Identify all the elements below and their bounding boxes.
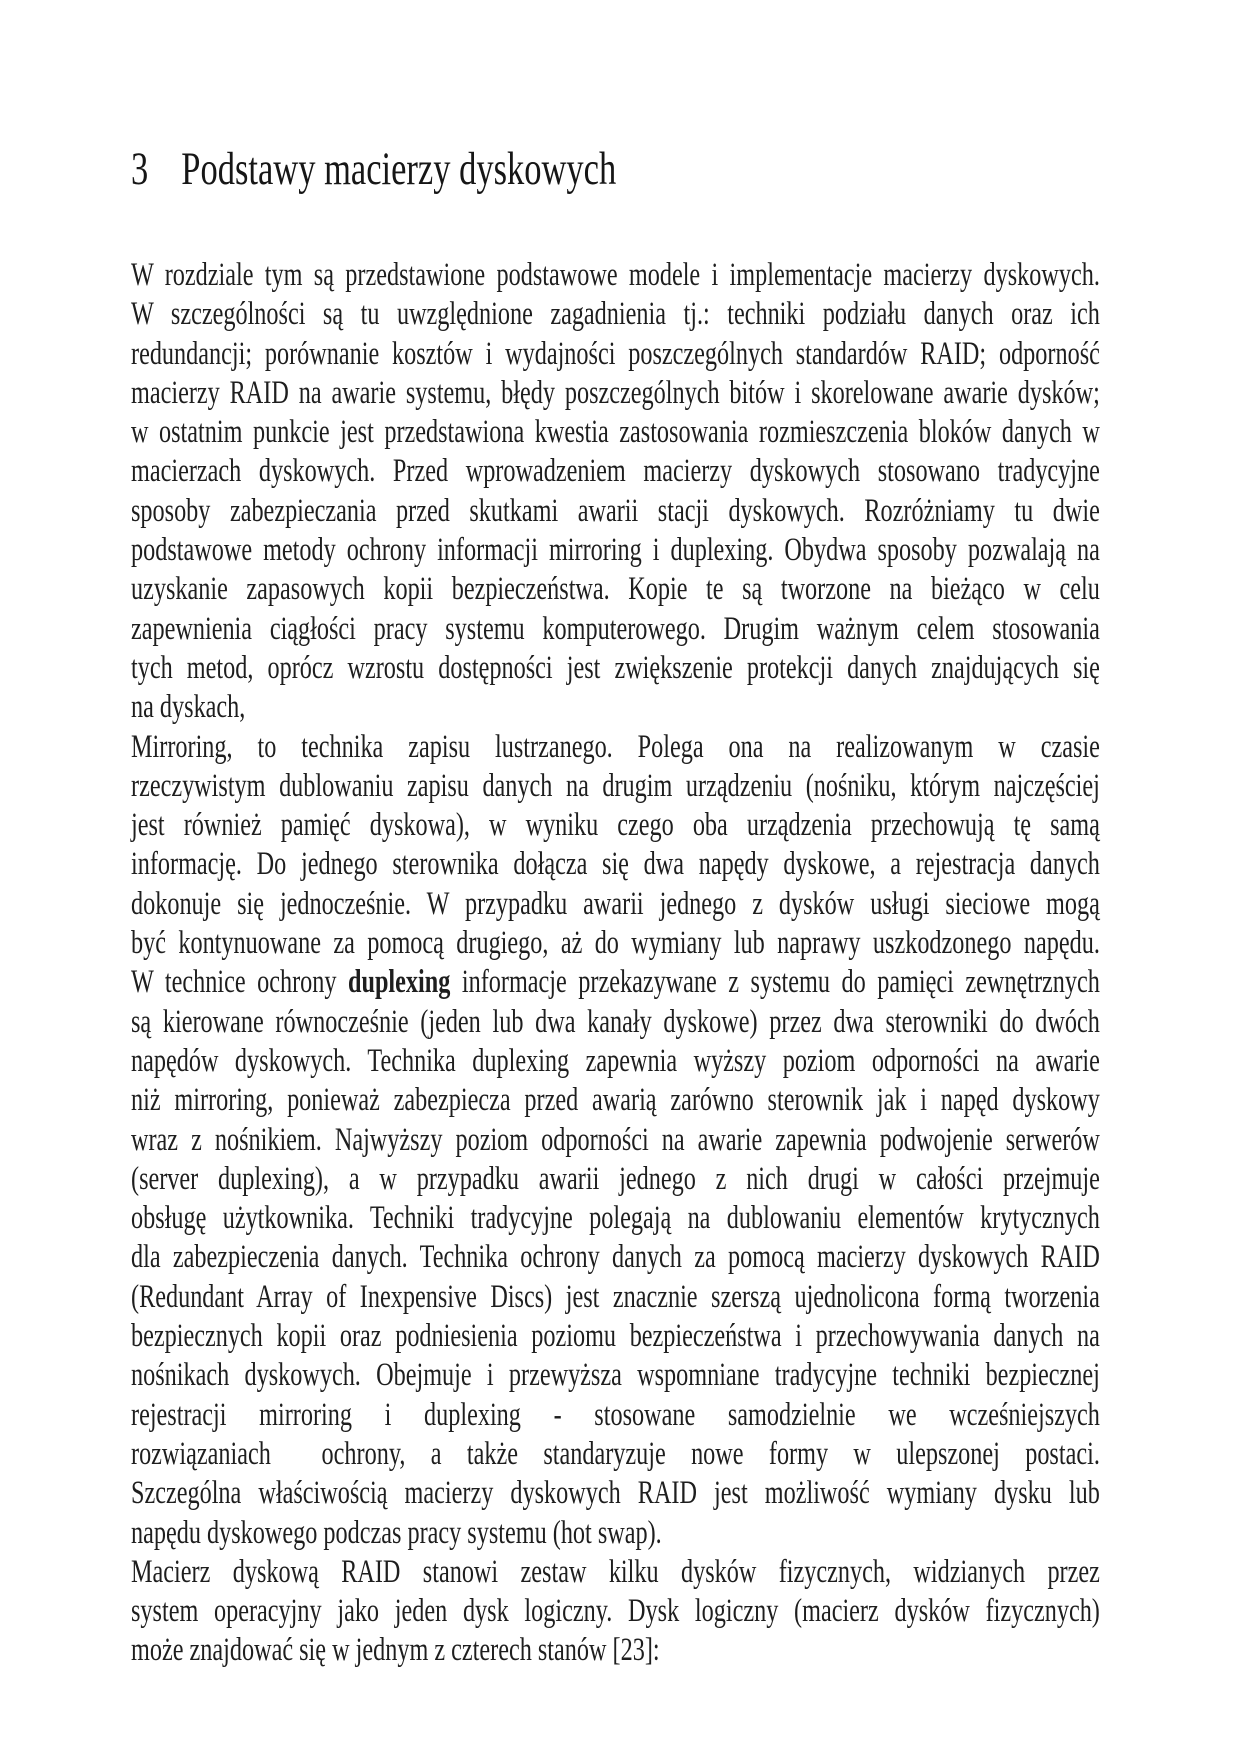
text-line bbox=[131, 374, 1100, 413]
text-segment: Macierz dyskową RAID stanowi zestaw kilku dysków fizycznych, widzianych przez bbox=[131, 1553, 1100, 1590]
paragraph bbox=[131, 728, 1100, 1553]
text-line bbox=[131, 1121, 1100, 1160]
text-line bbox=[131, 924, 1100, 963]
text-line bbox=[131, 1003, 1100, 1042]
text-line bbox=[131, 1474, 1100, 1513]
text-segment: Szczególna właściwością macierzy dyskowych RAID jest możliwość wymiany dysku lub bbox=[131, 1475, 1100, 1512]
text-segment: (server duplexing), a w przypadku awarii jednego z nich drugi w całości przejmuje bbox=[131, 1160, 1100, 1197]
text-segment: jest również pamięć dyskowa), w wyniku czego oba urządzenia przechowują tę samą bbox=[131, 807, 1100, 844]
text-line bbox=[131, 1553, 1100, 1592]
text-line bbox=[131, 728, 1100, 767]
text-line bbox=[131, 1160, 1100, 1199]
text-segment: być kontynuowane za pomocą drugiego, aż do wymiany lub naprawy uszkodzonego napędu. bbox=[131, 925, 1100, 962]
text-segment: (Redundant Array of Inexpensive Discs) jest znacznie szerszą ujednolicona formą tworzenia bbox=[131, 1278, 1100, 1315]
text-segment: wraz z nośnikiem. Najwyższy poziom odporności na awarie zapewnia podwojenie serwerów bbox=[131, 1121, 1100, 1158]
text-segment: macierzach dyskowych. Przed wprowadzeniem macierzy dyskowych stosowano tradycyjne bbox=[131, 453, 1100, 490]
text-line bbox=[131, 1278, 1100, 1317]
text-segment: rejestracji mirroring i duplexing - stosowane samodzielnie we wcześniejszych bbox=[131, 1396, 1100, 1433]
text-line bbox=[131, 1238, 1100, 1277]
heading-number: 3 bbox=[131, 143, 149, 195]
text-column bbox=[131, 0, 1100, 1754]
text-line bbox=[131, 295, 1100, 334]
text-segment: dla zabezpieczenia danych. Technika ochrony danych za pomocą macierzy dyskowych RAID bbox=[131, 1239, 1100, 1276]
text-segment: podstawowe metody ochrony informacji mirroring i duplexing. Obydwa sposoby pozwalają na bbox=[131, 532, 1100, 569]
text-segment: napędów dyskowych. Technika duplexing zapewnia wyższy poziom odporności na awarie bbox=[131, 1042, 1100, 1079]
text-segment: nośnikach dyskowych. Obejmuje i przewyższa wspomniane tradycyjne techniki bezpiecznej bbox=[131, 1357, 1100, 1394]
text-line bbox=[131, 1435, 1100, 1474]
text-line bbox=[131, 1356, 1100, 1395]
text-line bbox=[131, 413, 1100, 452]
text-segment: Mirroring, to technika zapisu lustrzanego. Polega ona na realizowanym w czasie bbox=[131, 728, 1100, 765]
section-heading bbox=[131, 143, 617, 195]
text-segment: może znajdować się w jednym z czterech stanów [23]: bbox=[131, 1632, 660, 1669]
text-segment: informacje przekazywane z systemu do pamięci zewnętrznych bbox=[450, 964, 1100, 1001]
text-line bbox=[131, 845, 1100, 884]
bold-term: duplexing bbox=[348, 964, 451, 1001]
text-segment: obsługę użytkownika. Techniki tradycyjne polegają na dublowaniu elementów krytycznych bbox=[131, 1200, 1100, 1237]
text-segment: W technice ochrony bbox=[131, 964, 349, 1001]
text-segment: na dyskach, bbox=[131, 689, 246, 726]
text-segment: napędu dyskowego podczas pracy systemu (hot swap). bbox=[131, 1514, 662, 1551]
text-segment: redundancji; porównanie kosztów i wydajności poszczególnych standardów RAID; odporność bbox=[131, 335, 1100, 372]
text-segment: dokonuje się jednocześnie. W przypadku awarii jednego z dysków usługi sieciowe mogą bbox=[131, 885, 1100, 922]
text-line bbox=[131, 1592, 1100, 1631]
text-segment: rozwiązaniach ochrony, a także standaryzuje nowe formy w ulepszonej postaci. bbox=[131, 1435, 1100, 1472]
text-segment: informację. Do jednego sterownika dołącza się dwa napędy dyskowe, a rejestracja danych bbox=[131, 846, 1100, 883]
text-segment: w ostatnim punkcie jest przedstawiona kwestia zastosowania rozmieszczenia bloków danych w bbox=[131, 414, 1100, 451]
text-segment: W rozdziale tym są przedstawione podstawowe modele i implementacje macierzy dyskowych. bbox=[131, 257, 1100, 293]
document-body bbox=[131, 256, 1100, 1671]
text-segment: bezpiecznych kopii oraz podniesienia poziomu bezpieczeństwa i przechowywania danych na bbox=[131, 1318, 1100, 1355]
text-line bbox=[131, 649, 1100, 688]
text-line bbox=[131, 531, 1100, 570]
text-line bbox=[131, 1631, 1100, 1670]
text-line bbox=[131, 1199, 1100, 1238]
text-line bbox=[131, 806, 1100, 845]
text-line bbox=[131, 1081, 1100, 1120]
text-segment: zapewnienia ciągłości pracy systemu komputerowego. Drugim ważnym celem stosowania bbox=[131, 610, 1100, 647]
text-segment: są kierowane równocześnie (jeden lub dwa kanały dyskowe) przez dwa sterowniki do dwóch bbox=[131, 1003, 1100, 1040]
text-segment: tych metod, oprócz wzrostu dostępności jest zwiększenie protekcji danych znajdujących się bbox=[131, 649, 1100, 686]
text-line bbox=[131, 570, 1100, 609]
text-line bbox=[131, 1514, 1100, 1553]
text-line bbox=[131, 688, 1100, 727]
text-segment: sposoby zabezpieczania przed skutkami awarii stacji dyskowych. Rozróżniamy tu dwie bbox=[131, 492, 1100, 529]
text-line bbox=[131, 885, 1100, 924]
text-segment: uzyskanie zapasowych kopii bezpieczeństwa. Kopie te są tworzone na bieżąco w celu bbox=[131, 571, 1100, 608]
paragraph bbox=[131, 1553, 1100, 1671]
paragraph bbox=[131, 256, 1100, 728]
heading-title: Podstawy macierzy dyskowych bbox=[181, 143, 617, 195]
text-segment: niż mirroring, ponieważ zabezpiecza przed awarią zarówno sterownik jak i napęd dyskowy bbox=[131, 1082, 1100, 1119]
text-segment: rzeczywistym dublowaniu zapisu danych na drugim urządzeniu (nośniku, którym najczęściej bbox=[131, 767, 1100, 804]
text-line bbox=[131, 610, 1100, 649]
text-segment: system operacyjny jako jeden dysk logiczny. Dysk logiczny (macierz dysków fizycznych) bbox=[131, 1593, 1100, 1630]
text-line bbox=[131, 492, 1100, 531]
text-line bbox=[131, 452, 1100, 491]
text-line bbox=[131, 767, 1100, 806]
text-line bbox=[131, 1042, 1100, 1081]
text-segment: W szczególności są tu uwzględnione zagadnienia tj.: techniki podziału danych oraz ich bbox=[131, 296, 1100, 333]
text-line bbox=[131, 256, 1100, 295]
text-line bbox=[131, 1317, 1100, 1356]
text-segment: macierzy RAID na awarie systemu, błędy poszczególnych bitów i skorelowane awarie dysków; bbox=[131, 374, 1100, 411]
text-line bbox=[131, 335, 1100, 374]
text-line bbox=[131, 963, 1100, 1002]
text-line bbox=[131, 1396, 1100, 1435]
